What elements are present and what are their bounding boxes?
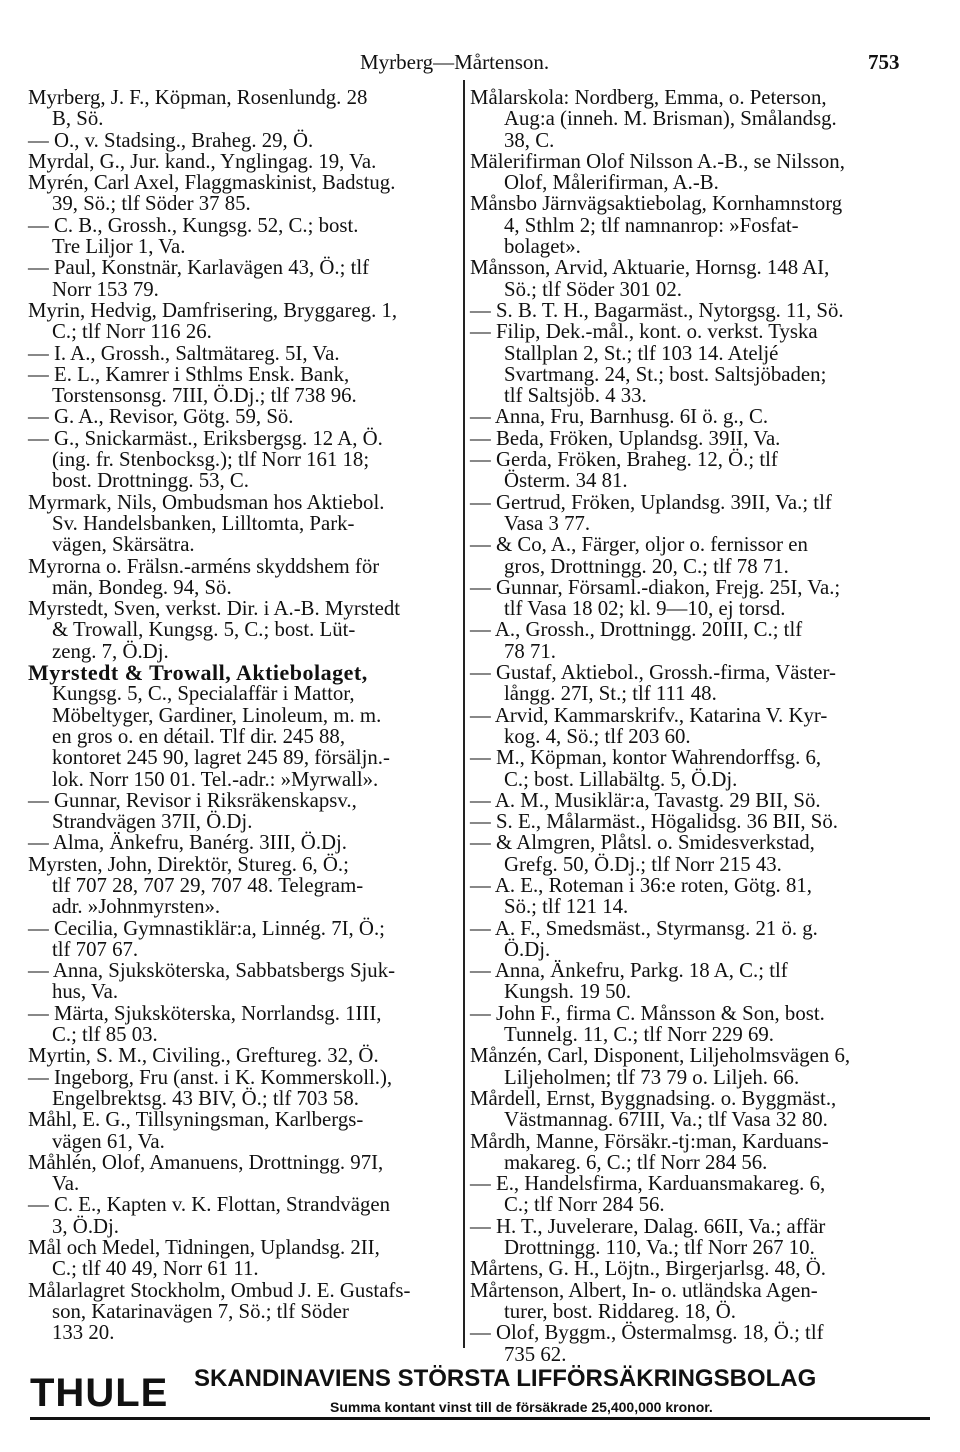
entry-line: Vasa 3 77. [504,511,591,535]
entry-line: vägen, Skärsätra. [52,533,195,557]
entry-line: — M., Köpman, kontor Wahrendorffsg. 6, [470,746,822,770]
entry-line: bolaget». [504,235,581,259]
entry-line: gros, Drottningg. 20, C.; tlf 78 71. [504,554,789,578]
entry-line: Sö.; tlf 121 14. [504,895,629,919]
entry-line: Målarlagret Stockholm, Ombud J. E. Gustafs- [28,1278,411,1302]
entry-line: Norr 153 79. [52,277,159,301]
entry-line: Tunnelg. 11, C.; tlf Norr 229 69. [504,1023,774,1047]
entry-line: — Filip, Dek.-mål., kont. o. verkst. Tyska [470,320,818,344]
thule-advertisement [30,1363,930,1423]
entry-line: — G. A., Revisor, Götg. 59, Sö. [28,405,294,429]
entry-line: 78 71. [504,639,556,663]
left-column [28,86,460,1345]
entry-line: Myrstedt, Sven, verkst. Dir. i A.-B. Myrstedt [28,597,401,621]
entry-line: son, Katarinavägen 7, Sö.; tlf Söder [52,1299,349,1323]
entry-line: C.; tlf Norr 116 26. [52,320,212,344]
entry-line: Myrdal, G., Jur. kand., Ynglingag. 19, Va. [28,149,377,173]
entry-line: hus, Va. [52,980,119,1004]
entry-line: Mårdh, Manne, Försäkr.-tj:man, Karduans- [470,1129,829,1153]
page-number: 753 [868,50,900,74]
entry-line: — C. B., Grossh., Kungsg. 52, C.; bost. [28,213,359,237]
entry-line: turer, bost. Riddareg. 18, Ö. [504,1299,736,1323]
entry-line: — Gertrud, Fröken, Uplandsg. 39II, Va.; tlf [470,490,832,514]
entry-line: — Paul, Konstnär, Karlavägen 43, Ö.; tlf [28,256,370,280]
entry-line: Torstensonsg. 7III, Ö.Dj.; tlf 738 96. [52,384,357,408]
entry-line: Månsbo Järnvägsaktiebolag, Kornhamnstorg [470,192,843,216]
entry-line: tlf Saltsjöb. 4 33. [504,384,647,408]
entry-line: Mårdell, Ernst, Byggnadsing. o. Byggmäst., [470,1086,837,1110]
entry-line: Va. [52,1172,80,1196]
entry-line: Västmannag. 67III, Va.; tlf Vasa 32 80. [504,1108,828,1132]
entry-line: — Anna, Sjuksköterska, Sabbatsbergs Sjuk- [28,959,396,983]
entry-line: Engelbrektsg. 43 BIV, Ö.; tlf 703 58. [52,1086,359,1110]
entry-line: 39, Sö.; tlf Söder 37 85. [52,192,251,216]
entry-line: Tre Liljor 1, Va. [52,235,186,259]
entry-line: 133 20. [52,1321,115,1345]
thule-logo: THULE [30,1371,169,1415]
entry-line: — Gunnar, Revisor i Riksräkenskapsv., [28,788,357,812]
entry-line: — Märta, Sjuksköterska, Norrlandsg. 1III, [28,1001,382,1025]
entry-line: tlf 707 67. [52,937,139,961]
entry-line: Myrmark, Nils, Ombudsman hos Aktiebol. [28,490,385,514]
entry-line: — Anna, Änkefru, Parkg. 18 A, C.; tlf [470,959,788,983]
entry-line: — S. E., Målarmäst., Högalidsg. 36 BII, Sö. [470,810,838,834]
entry-line: 4, Sthlm 2; tlf namnanrop: »Fosfat- [504,213,799,237]
ad-company-name: SKANDINAVIENS STÖRSTA LIFFÖRSÄKRINGSBOLAG [194,1365,817,1392]
entry-line: — Anna, Fru, Barnhusg. 6I ö. g., C. [470,405,769,429]
page-header [0,50,960,80]
entry-line: — Gerda, Fröken, Braheg. 12, Ö.; tlf [470,448,778,472]
running-head: Myrberg—Mårtenson. [360,50,550,74]
entry-line: — G., Snickarmäst., Eriksbergsg. 12 A, Ö. [28,426,383,450]
entry-line: — A., Grossh., Drottningg. 20III, C.; tlf [470,618,803,642]
entry-line: vägen 61, Va. [52,1129,165,1153]
entry-line: Myrtin, S. M., Civiling., Greftureg. 32, Ö. [28,1044,379,1068]
entry-line: 3, Ö.Dj. [52,1214,120,1238]
firm-heading: Myrstedt & Trowall, Aktiebolaget, [28,660,368,686]
entry-line: Myrén, Carl Axel, Flaggmaskinist, Badstug. [28,171,396,195]
entry-line: Månsson, Arvid, Aktuarie, Hornsg. 148 AI, [470,256,830,280]
entry-line: män, Bondeg. 94, Sö. [52,575,232,599]
entry-line: — Ingeborg, Fru (anst. i K. Kommerskoll.), [28,1065,393,1089]
entry-line: — & Almgren, Plåtsl. o. Smidesverkstad, [470,831,815,855]
entry-line: Mål och Medel, Tidningen, Uplandsg. 2II, [28,1236,380,1260]
entry-line: Myrorna o. Frälsn.-arméns skyddshem för [28,554,380,578]
entry-line: — O., v. Stadsing., Braheg. 29, Ö. [28,128,314,152]
entry-line: C.; tlf 85 03. [52,1023,158,1047]
entry-line: Kungsh. 19 50. [504,980,632,1004]
entry-line: C.; bost. Lillabältg. 5, Ö.Dj. [504,767,738,791]
entry-line: tlf 707 28, 707 29, 707 48. Telegram- [52,873,364,897]
entry-line: — I. A., Grossh., Saltmätareg. 5I, Va. [28,341,340,365]
entry-line: Sö.; tlf Söder 301 02. [504,277,682,301]
entry-line: Myrin, Hedvig, Damfrisering, Bryggareg. 1, [28,298,398,322]
entry-line: Månzén, Carl, Disponent, Liljeholmsvägen 6, [470,1044,851,1068]
entry-line: Drottningg. 110, Va.; tlf Norr 267 10. [504,1236,815,1260]
entry-line: lok. Norr 150 01. Tel.-adr.: »Myrwall». [52,767,379,791]
entry-line: — S. B. T. H., Bagarmäst., Nytorgsg. 11, Sö. [470,298,844,322]
entry-line: tlf Vasa 18 02; kl. 9—10, ej torsd. [504,597,786,621]
entry-line: Mälerifirman Olof Nilsson A.-B., se Nilsson, [470,149,845,173]
entry-line: C.; tlf 40 49, Norr 61 11. [52,1257,259,1281]
entry-line: Liljeholmen; tlf 73 79 o. Liljeh. 66. [504,1065,800,1089]
right-column [470,86,936,1366]
entry-line: zeng. 7, Ö.Dj. [52,639,169,663]
entry-line: Mårtenson, Albert, In- o. utländska Agen- [470,1278,818,1302]
entry-line: C.; tlf Norr 284 56. [504,1193,665,1217]
entry-line: (ing. fr. Stenbocksg.); tlf Norr 161 18; [52,448,370,472]
entry-line: — Olof, Byggm., Östermalmsg. 18, Ö.; tlf [470,1321,824,1345]
column-divider [463,80,465,1348]
entry-line: kog. 4, Sö.; tlf 203 60. [504,724,691,748]
entry-line: — Gustaf, Aktiebol., Grossh.-firma, Väster- [470,661,836,685]
entry-line: & Trowall, Kungsg. 5, C.; bost. Lüt- [52,618,356,642]
entry-line: Kungsg. 5, C., Specialaffär i Mattor, [52,682,355,706]
entry-line: Möbeltyger, Gardiner, Linoleum, m. m. [52,703,382,727]
entry-line: — H. T., Juvelerare, Dalag. 66II, Va.; affär [470,1214,826,1238]
entry-line: Olof, Målerifirman, A.-B. [504,171,719,195]
entry-line: — Beda, Fröken, Uplandsg. 39II, Va. [470,426,781,450]
entry-line: Mårtens, G. H., Löjtn., Birgerjarlsg. 48, Ö. [470,1257,827,1281]
entry-line: — Gunnar, Församl.-diakon, Frejg. 25I, Va.; [470,575,841,599]
entry-line: — A. E., Roteman i 36:e roten, Götg. 81, [470,873,812,897]
entry-line: Svartmang. 24, St.; bost. Saltsjöbaden; [504,362,827,386]
entry-line: — Cecilia, Gymnastiklär:a, Linnég. 7I, Ö.; [28,916,385,940]
entry-line: makareg. 6, C.; tlf Norr 284 56. [504,1150,768,1174]
entry-line: Österm. 34 81. [504,469,628,493]
entry-line: Målarskola: Nordberg, Emma, o. Peterson, [470,86,827,109]
entry-line: kontoret 245 90, lagret 245 89, försäljn.- [52,746,390,770]
entry-line: B, Sö. [52,107,104,131]
entry-line: — C. E., Kapten v. K. Flottan, Strandvägen [28,1193,390,1217]
entry-line: Stallplan 2, St.; tlf 103 14. Ateljé [504,341,779,365]
ad-slogan: Summa kontant vinst till de försäkrade 25,400,000 kronor. [330,1399,713,1415]
entry-line: Grefg. 50, Ö.Dj.; tlf Norr 215 43. [504,852,782,876]
entry-line: — John F., firma C. Månsson & Son, bost. [470,1001,825,1025]
entry-line: Måhlén, Olof, Amanuens, Drottningg. 97I, [28,1150,384,1174]
ad-rule [30,1417,930,1420]
entry-line: — A. M., Musiklär:a, Tavastg. 29 BII, Sö. [470,788,821,812]
entry-line: Strandvägen 37II, Ö.Dj. [52,810,253,834]
entry-line: — E., Handelsfirma, Karduansmakareg. 6, [470,1172,826,1196]
entry-line: — A. F., Smedsmäst., Styrmansg. 21 ö. g. [470,916,818,940]
entry-line: 38, C. [504,128,555,152]
entry-line: Aug:a (inneh. M. Brisman), Smålandsg. [504,107,837,131]
entry-line: — Arvid, Kammarskrifv., Katarina V. Kyr- [470,703,828,727]
entry-line: en gros o. en détail. Tlf dir. 245 88, [52,724,346,748]
entry-line: Måhl, E. G., Tillsyningsman, Karlbergs- [28,1108,364,1132]
entry-line: långg. 27I, St.; tlf 111 48. [504,682,717,706]
entry-line: Myrsten, John, Direktör, Stureg. 6, Ö.; [28,852,349,876]
entry-line: Ö.Dj. [504,937,551,961]
entry-line: — E. L., Kamrer i Sthlms Ensk. Bank, [28,362,350,386]
entry-line: Myrberg, J. F., Köpman, Rosenlundg. 28 [28,86,368,109]
entry-line: Sv. Handelsbanken, Lilltomta, Park- [52,511,355,535]
entry-line: adr. »Johnmyrsten». [52,895,221,919]
entry-line: — & Co, A., Färger, oljor o. fernissor en [470,533,808,557]
entry-line: bost. Drottningg. 53, C. [52,469,250,493]
entry-line: — Alma, Änkefru, Banérg. 3III, Ö.Dj. [28,831,348,855]
entry-line: 735 62. [504,1342,567,1366]
